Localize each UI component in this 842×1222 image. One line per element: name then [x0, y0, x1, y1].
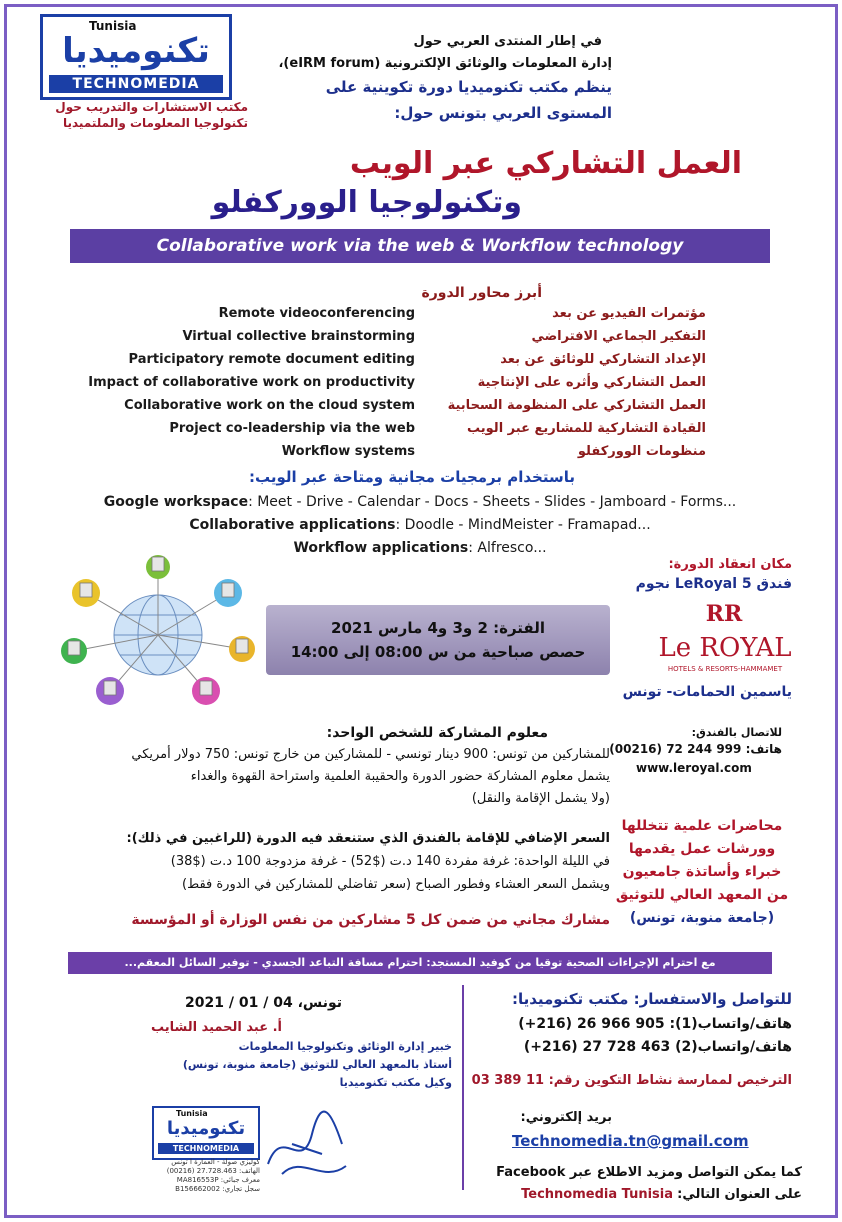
fee-heading: معلوم المشاركة للشخص الواحد:	[326, 725, 548, 741]
facebook-page-name[interactable]: Technomedia Tunisia	[521, 1187, 674, 1202]
stamp-line-3: معرف جبائي: MA816553P	[176, 1176, 260, 1184]
topic-en-4: Impact of collaborative work on productivity	[88, 375, 415, 390]
topic-en-6: Project co-leadership via the web	[169, 421, 415, 436]
dates-box	[266, 605, 610, 675]
logo-arabic-name: تكنوميديا	[62, 31, 210, 71]
signature-role-3: وكيل مكتب تكنوميديا	[339, 1076, 452, 1089]
topic-ar-4: العمل التشاركي وأثره على الإنتاجية	[477, 375, 706, 390]
contact-email-label: بريد إلكتروني:	[520, 1110, 612, 1125]
title-en-band: Collaborative work via the web & Workflow technology	[70, 229, 770, 263]
leroyal-brand-name: Le ROYAL	[658, 633, 792, 663]
signature-date: تونس، 04 / 01 / 2021	[185, 995, 342, 1011]
facebook-line-1: كما يمكن التواصل ومزيد الاطلاع عبر Facebook	[496, 1165, 802, 1180]
lecturers-line-1: محاضرات علمية تتخللها	[621, 818, 783, 834]
venue-phone: هاتف: 999 244 72 (00216)	[609, 742, 782, 756]
topic-ar-7: منظومات الووركفلو	[577, 444, 706, 459]
fee-line-2: يشمل معلوم المشاركة حضور الدورة والحقيبة العلمية واستراحة القهوة والغداء	[190, 769, 610, 784]
topic-en-3: Participatory remote document editing	[128, 352, 415, 367]
topic-ar-6: القيادة التشاركية للمشاريع عبر الويب	[467, 421, 706, 436]
title-ar-line-2: وتكنولوجيا الووركفلو	[211, 185, 522, 220]
free-participant-offer: مشارك مجاني من ضمن كل 5 مشاركين من نفس الوزارة أو المؤسسة	[131, 912, 610, 928]
contact-phone-1: هاتف/واتساب(1): 905 966 26 (216+)	[518, 1016, 792, 1032]
signature-role-1: خبير إدارة الوثائق وتكنولوجيا المعلومات	[238, 1040, 452, 1053]
leroyal-monogram: RR	[705, 601, 743, 627]
software-heading: باستخدام برمجيات مجانية ومتاحة عبر الويب:	[249, 468, 575, 486]
workflow-apps-label: Workflow applications	[293, 540, 469, 556]
google-workspace-label: Google workspace	[103, 494, 249, 510]
intro-line-3: ينظم مكتب تكنوميديا دورة تكوينية على	[325, 78, 612, 96]
stamp-line-2: الهاتف: 27.728.463 (00216)	[166, 1167, 260, 1175]
topics-heading: أبرز محاور الدورة	[421, 285, 542, 301]
contact-heading: للتواصل والاستفسار: مكتب تكنوميديا:	[511, 990, 792, 1008]
dates-period: الفترة: 2 و3 و4 مارس 2021	[331, 619, 545, 637]
facebook-line-2	[432, 1187, 802, 1202]
topic-en-5: Collaborative work on the cloud system	[124, 398, 415, 413]
topic-ar-2: التفكير الجماعي الافتراضي	[531, 329, 706, 344]
handwritten-signature	[262, 1104, 352, 1190]
topic-en-2: Virtual collective brainstorming	[182, 329, 415, 344]
venue-hotel: فندق LeRoyal 5 نجوم	[635, 576, 792, 592]
title-ar-line-1: العمل التشاركي عبر الويب	[349, 146, 742, 181]
hotel-price-line-3: ويشمل السعر العشاء وفطور الصباح (سعر تفاضلي للمشاركين في الدورة فقط)	[182, 877, 610, 892]
dates-sessions: حصص صباحية من س 08:00 إلى 14:00	[290, 643, 586, 661]
collab-apps-line	[60, 517, 780, 533]
health-notice-band: مع احترام الإجراءات الصحية توقيا من كوفيد المستجد: احترام مسافة التباعد الجسدي - توفير السائل المعقم...	[68, 952, 772, 974]
topic-ar-1: مؤتمرات الفيديو عن بعد	[552, 306, 706, 321]
venue-heading: مكان انعقاد الدورة:	[668, 557, 792, 572]
workflow-apps-list: : Alfresco...	[468, 540, 547, 556]
signature-role-2: أستاذ بالمعهد العالي للتوثيق (جامعة منوبة، تونس)	[182, 1058, 452, 1071]
fee-line-1: للمشاركين من تونس: 900 دينار تونسي - للمشاركين من خارج تونس: 750 دولار أمريكي	[131, 747, 610, 762]
leroyal-tagline: HOTELS & RESORTS-HAMMAMET	[667, 665, 783, 673]
office-line-1: مكتب الاستشارات والتدريب حول	[55, 100, 248, 114]
intro-line-4: المستوى العربي بتونس حول:	[394, 104, 612, 122]
stamp-line-4: سجل تجاري: B156662002	[175, 1185, 260, 1193]
logo-latin-name: TECHNOMEDIA	[49, 75, 223, 93]
venue-website[interactable]: www.leroyal.com	[636, 761, 752, 775]
topic-en-7: Workflow systems	[281, 444, 415, 459]
intro-line-2: إدارة المعلومات والوثائق الإلكترونية (eIRM forum)،	[278, 56, 612, 71]
hotel-price-line-1: السعر الإضافي للإقامة بالفندق الذي ستنعقد فيه الدورة (للراغبين في ذلك):	[126, 831, 610, 846]
stamp-line-1: كوليزي صولة - العمارة ا تونس	[171, 1158, 260, 1166]
intro-line-1: في إطار المنتدى العربي حول	[413, 34, 602, 49]
stamp-logo-arabic-name: تكنوميديا	[166, 1118, 246, 1139]
contact-license: الترخيص لممارسة نشاط التكوين رقم: 11 389 03	[471, 1073, 792, 1088]
collab-apps-label: Collaborative applications	[189, 517, 396, 533]
hotel-price-line-2: في الليلة الواحدة: غرفة مفردة 140 د.ت ($52) - غرفة مزدوجة 100 د.ت ($38)	[170, 854, 610, 869]
office-line-2: تكنولوجيا المعلومات والملتميديا	[62, 116, 248, 130]
fee-line-3: (ولا يشمل الإقامة والنقل)	[471, 791, 610, 806]
stamp-logo-latin-name: TECHNOMEDIA	[158, 1143, 254, 1154]
facebook-address-label: على العنوان التالي:	[677, 1187, 802, 1202]
collaboration-globe-illustration	[56, 553, 260, 709]
google-workspace-line	[60, 494, 780, 510]
topic-ar-5: العمل التشاركي على المنظومة السحابية	[447, 398, 706, 413]
venue-contact-label: للاتصال بالفندق:	[691, 726, 782, 739]
lecturers-line-5: (جامعة منوبة، تونس)	[629, 910, 775, 926]
lecturers-line-2: وورشات عمل يقدمها	[628, 841, 776, 857]
lecturers-line-4: من المعهد العالي للتوثيق	[615, 887, 789, 903]
technomedia-stamp-logo	[152, 1106, 260, 1160]
contact-phone-2: هاتف/واتساب(2) 463 728 27 (216+)	[523, 1039, 792, 1055]
topic-en-1: Remote videoconferencing	[218, 306, 415, 321]
logo-country: Tunisia	[89, 19, 137, 33]
contact-email-link[interactable]: Technomedia.tn@gmail.com	[512, 1132, 749, 1150]
signature-name: أ. عبد الحميد الشايب	[151, 1020, 282, 1035]
stamp-logo-country: Tunisia	[176, 1109, 208, 1118]
venue-location: ياسمين الحمامات- تونس	[622, 684, 792, 700]
lecturers-line-3: خبراء وأساتذة جامعيون	[622, 864, 782, 880]
collab-apps-list: : Doodle - MindMeister - Framapad...	[395, 517, 651, 533]
topic-ar-3: الإعداد التشاركي للوثائق عن بعد	[500, 352, 706, 367]
google-workspace-list: : Meet - Drive - Calendar - Docs - Sheets - Slides - Jamboard - Forms...	[248, 494, 737, 510]
